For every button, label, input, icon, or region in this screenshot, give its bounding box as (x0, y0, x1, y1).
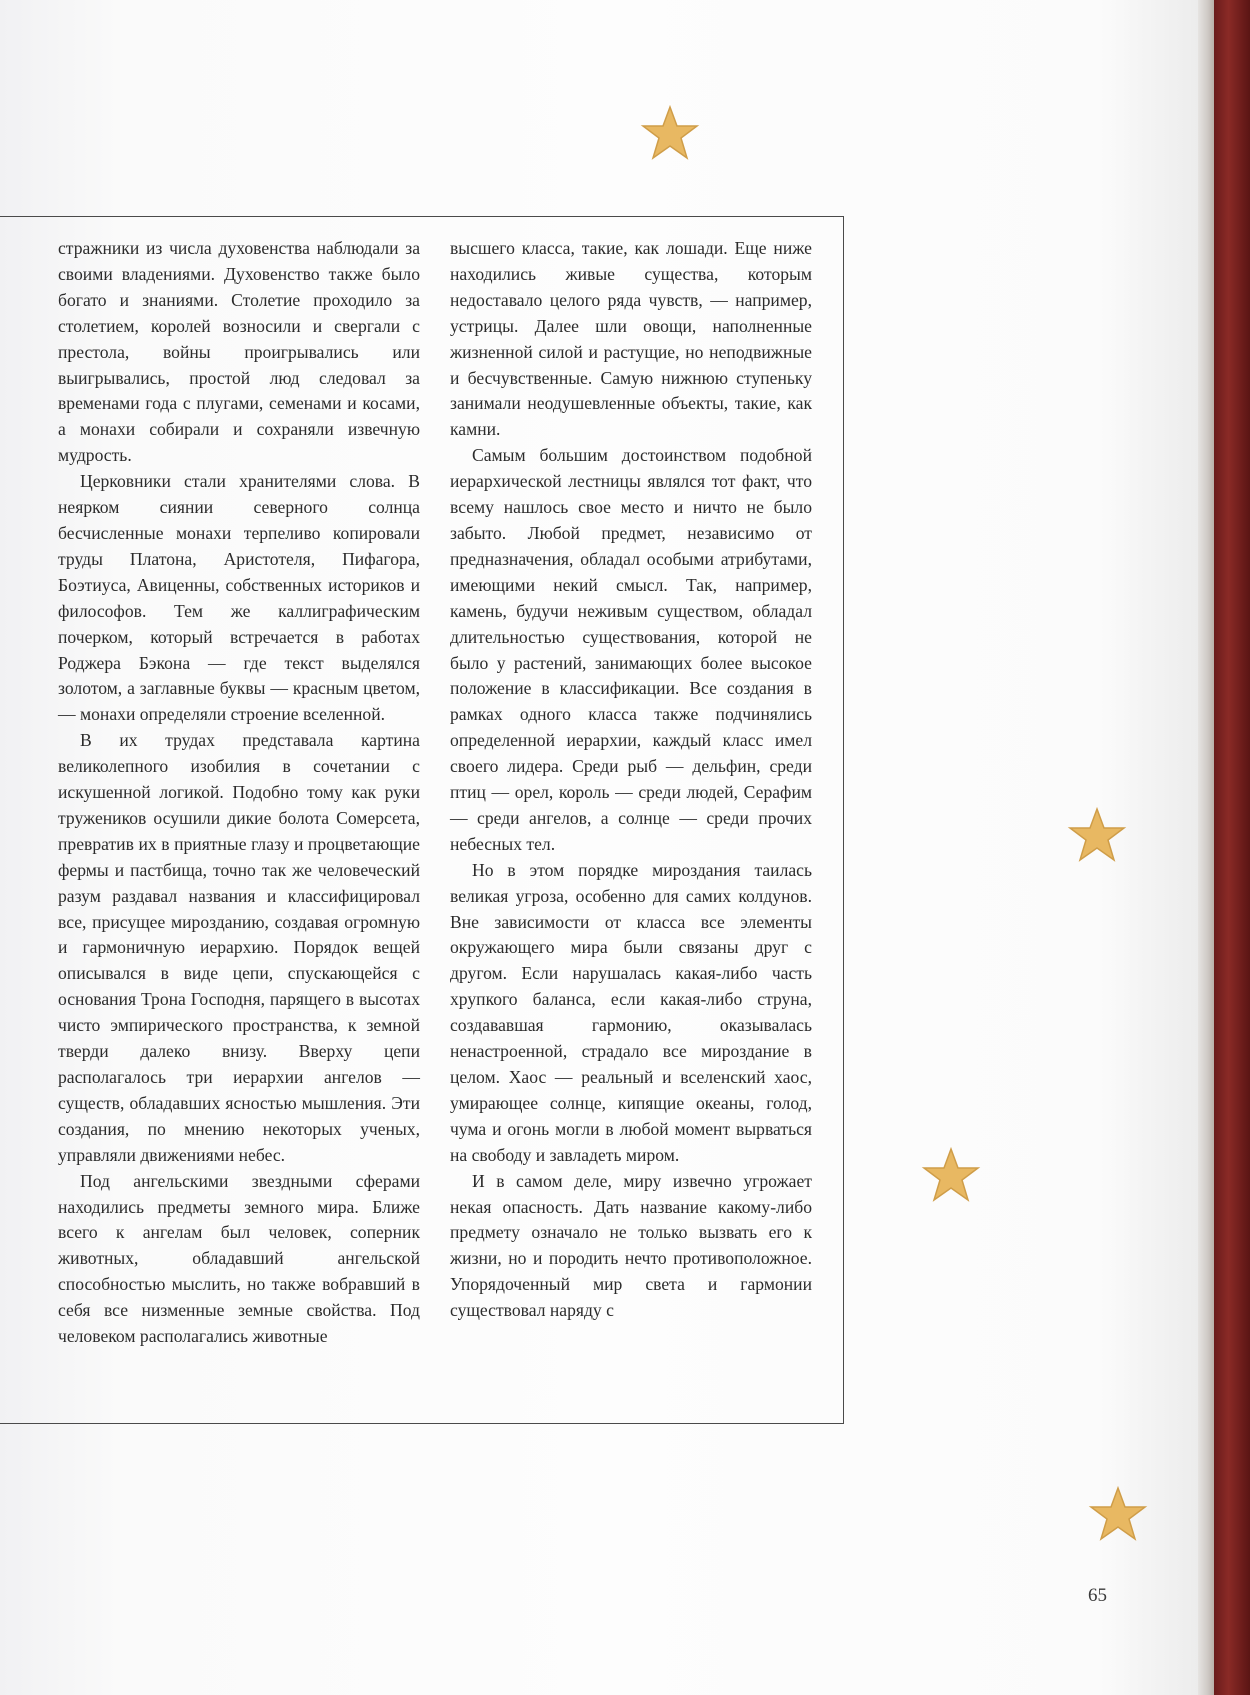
paragraph: высшего класса, такие, как лошади. Еще ниже находились живые существа, которым недоставало целого ряда чувств, — например, устрицы. Далее шли овощи, наполненные жизненной силой и растущие, но неподвижные и бесчувственные. Самую нижнюю ступеньку занимали неодушевленные объекты, такие, как камни. (450, 238, 812, 440)
paragraph: стражники из числа духовенства наблюдали за своими владениями. Духовенство также было богато и знаниями. Столетие проходило за столетием, королей возносили и свергали с престола, войны проигрывались или выигрывались, простой люд следовал за временами года с плугами, семенами и косами, а монахи собирали и сохраняли извечную мудрость. (58, 238, 420, 466)
left-text-column (58, 236, 420, 1350)
paragraph: Но в этом порядке мироздания таилась великая угроза, особенно для самих колдунов. Вне зависимости от класса все элементы окружающего мира были связаны друг с другом. Если нарушалась какая-либо часть хрупкого баланса, если какая-либо струна, создававшая гармонию, оказывалась ненастроенной, страдало все мироздание в целом. Хаос — реальный и вселенский хаос, умирающее солнце, кипящие океаны, голод, чума и огонь могли в любой момент вырваться на свободу и завладеть миром. (450, 859, 812, 1165)
book-cover-edge (1214, 0, 1250, 1695)
paragraph: Церковники стали хранителями слова. В неярком сиянии северного солнца бесчисленные монахи терпеливо копировали труды Платона, Аристотеля, Пифагора, Боэтиуса, Авиценны, собственных историков и философов. Тем же каллиграфическим почерком, который встречается в работах Роджера Бэкона — где текст выделялся золотом, а заглавные буквы — красным цветом, — монахи определяли строение вселенной. (58, 471, 420, 725)
paragraph: И в самом деле, миру извечно угрожает некая опасность. Дать название какому-либо предмету означало не только вызвать его к жизни, но и породить нечто противоположное. Упорядоченный мир света и гармонии существовал наряду с (450, 1170, 812, 1321)
right-text-column (450, 236, 812, 1324)
page-number: 65 (1088, 1585, 1107, 1606)
star-icon (921, 1146, 981, 1206)
star-icon (1067, 806, 1127, 866)
paragraph: В их трудах представала картина великолепного изобилия в сочетании с искушенной логикой. Подобно тому как руки тружеников осушили дикие болота Сомерсета, превратив их в приятные глазу и процветающие фермы и пастбища, точно так же человеческий разум раздавал названия и классифицировал все, присущее мирозданию, создавая огромную и гармоничную иерархию. Порядок вещей описывался в виде цепи, спускающейся с основания Трона Господня, парящего в высотах чисто эмпирического пространства, к земной тверди далеко внизу. Вверху цепи располагалось три иерархии ангелов — существ, обладавших ясностью мышления. Эти создания, по мнению некоторых ученых, управляли движениями небес. (58, 730, 420, 1165)
paragraph: Под ангельскими звездными сферами находились предметы земного мира. Ближе всего к ангелам был человек, соперник животных, обладавший ангельской способностью мыслить, но также вобравший в себя все низменные земные свойства. Под человеком располагались животные (58, 1170, 420, 1347)
star-icon (640, 104, 700, 164)
star-icon (1088, 1485, 1148, 1545)
page-edge (1198, 0, 1214, 1695)
paragraph: Самым большим достоинством подобной иерархической лестницы являлся тот факт, что всему нашлось свое место и ничто не было забыто. Любой предмет, независимо от предназначения, обладал особыми атрибутами, имеющими некий смысл. Так, например, камень, будучи неживым существом, обладал длительностью существования, которой не было у растений, занимающих более высокое положение в классификации. Все создания в рамках одного класса также подчинялись определенной иерархии, каждый класс имел своего лидера. Среди рыб — дельфин, среди птиц — орел, король — среди людей, Серафим — среди ангелов, а солнце — среди прочих небесных тел. (450, 445, 812, 854)
